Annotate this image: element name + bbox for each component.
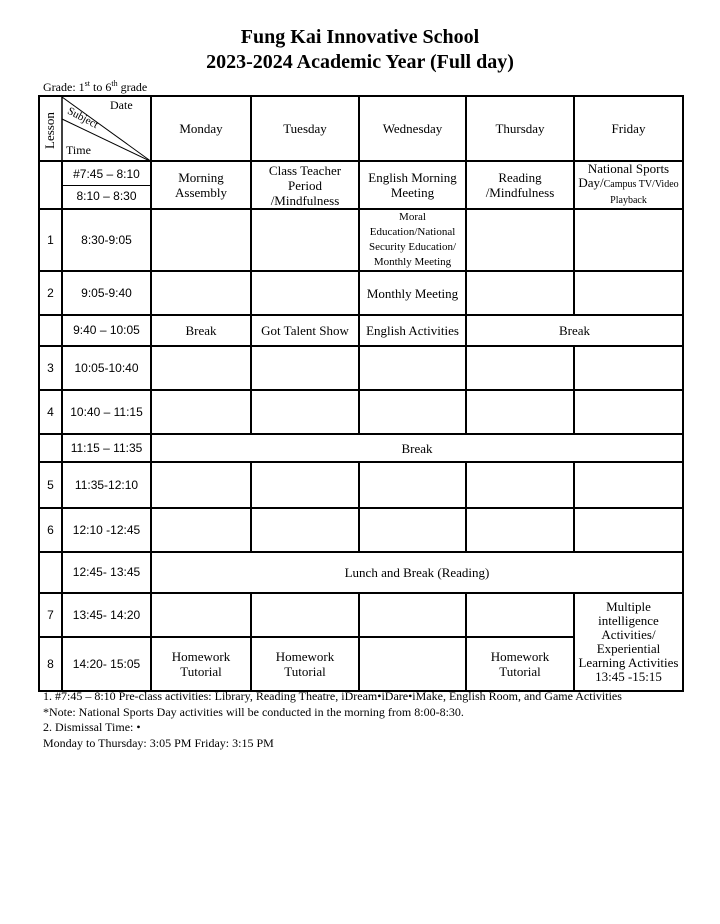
lesson-2-wednesday: Monthly Meeting <box>359 271 466 315</box>
cell-empty <box>574 462 683 508</box>
cell-empty <box>466 271 574 315</box>
break-monday: Break <box>151 315 251 346</box>
lunch-and-break: Lunch and Break (Reading) <box>151 552 683 593</box>
multiple-intelligence-activities: Multiple intelligence Activities/ Experiential Learning Activities 13:45 -15:15 <box>574 593 683 691</box>
note-sports-day: *Note: National Sports Day activities will be conducted in the morning from 8:00-8:30. <box>43 704 464 719</box>
lesson-time: 13:45- 14:20 <box>62 593 151 637</box>
cell-empty <box>359 593 466 637</box>
cell-empty <box>359 462 466 508</box>
cell-empty <box>151 508 251 552</box>
day-monday: Monday <box>151 96 251 161</box>
cell-empty <box>151 346 251 390</box>
lesson-time: 10:40 – 11:15 <box>62 390 151 434</box>
homework-tutorial-monday: Homework Tutorial <box>151 637 251 691</box>
lesson-row-5 <box>39 462 683 508</box>
cell-empty <box>359 346 466 390</box>
lesson-time: 9:05-9:40 <box>62 271 151 315</box>
break-thursday-friday: Break <box>466 315 683 346</box>
date-label: Date <box>110 98 133 112</box>
cell-empty <box>151 209 251 271</box>
lesson-number <box>39 434 62 462</box>
note-dismissal-times: Monday to Thursday: 3:05 PM Friday: 3:15 PM <box>43 735 274 750</box>
lesson-number <box>39 315 62 346</box>
cell-empty <box>151 462 251 508</box>
cell-empty <box>251 462 359 508</box>
lunch-row <box>39 552 683 593</box>
day-friday: Friday <box>574 96 683 161</box>
break-row-2 <box>39 434 683 462</box>
timetable <box>38 95 684 692</box>
lesson-time: 12:10 -12:45 <box>62 508 151 552</box>
cell-empty <box>466 593 574 637</box>
cell-empty <box>251 346 359 390</box>
lesson-row-6 <box>39 508 683 552</box>
time-label: Time <box>66 143 91 157</box>
cell-empty <box>574 209 683 271</box>
preclass-friday-line2: Campus TV/Video Playback <box>603 179 679 206</box>
cell-empty <box>466 346 574 390</box>
homework-tutorial-tuesday: Homework Tutorial <box>251 637 359 691</box>
lesson-number: 2 <box>39 271 62 315</box>
lesson-number: 1 <box>39 209 62 271</box>
grade-range: Grade: 1st to 6th grade <box>43 79 148 94</box>
note-preclass-activities: 1. #7:45 – 8:10 Pre-class activities: Library, Reading Theatre, iDream•iDare•iMake, English Room, and Game Activities <box>43 689 622 703</box>
lesson-number: 8 <box>39 637 62 691</box>
preclass-friday <box>574 161 683 209</box>
break-row-1 <box>39 315 683 346</box>
preclass-wednesday: English Morning Meeting <box>359 161 466 209</box>
preclass-tuesday: Class Teacher Period /Mindfulness <box>251 161 359 209</box>
lesson-row-2 <box>39 271 683 315</box>
lesson-time: 10:05-10:40 <box>62 346 151 390</box>
preclass-monday: Morning Assembly <box>151 161 251 209</box>
preclass-friday-line1: National Sports Day/ <box>578 161 670 190</box>
cell-empty <box>251 390 359 434</box>
lesson-label: Lesson <box>42 112 57 150</box>
cell-empty <box>251 593 359 637</box>
lesson-number: 3 <box>39 346 62 390</box>
corner-header-cell <box>39 96 151 161</box>
homework-tutorial-thursday: Homework Tutorial <box>466 637 574 691</box>
cell-empty <box>574 390 683 434</box>
lesson-number: 4 <box>39 390 62 434</box>
lesson-number: 6 <box>39 508 62 552</box>
cell-empty <box>466 508 574 552</box>
preclass-time-2: 8:10 – 8:30 <box>76 188 137 203</box>
cell-empty <box>251 271 359 315</box>
academic-year-title: 2023-2024 Academic Year (Full day) <box>206 51 514 73</box>
day-thursday: Thursday <box>466 96 574 161</box>
cell-empty <box>251 508 359 552</box>
lesson-time: 11:35-12:10 <box>62 462 151 508</box>
day-tuesday: Tuesday <box>251 96 359 161</box>
lesson-1-wednesday: Moral Education/National Security Education/ Monthly Meeting <box>359 209 466 271</box>
lesson-time: 14:20- 15:05 <box>62 637 151 691</box>
cell-empty <box>151 390 251 434</box>
cell-empty <box>359 390 466 434</box>
preclass-time-cell <box>62 161 151 209</box>
footnotes <box>43 689 673 751</box>
subject-label: Subject <box>65 105 101 132</box>
lesson-row-1 <box>39 209 683 271</box>
note-dismissal-heading: 2. Dismissal Time: • <box>43 720 141 734</box>
cell-empty <box>359 637 466 691</box>
lunch-time: 12:45- 13:45 <box>62 552 151 593</box>
cell-empty <box>574 346 683 390</box>
cell-empty <box>466 209 574 271</box>
preclass-row <box>39 161 683 209</box>
cell-empty <box>151 593 251 637</box>
lesson-time: 8:30-9:05 <box>62 209 151 271</box>
lesson-row-4 <box>39 390 683 434</box>
lesson-row-3 <box>39 346 683 390</box>
header-row <box>39 96 683 161</box>
lesson-number: 7 <box>39 593 62 637</box>
english-activities: English Activities <box>359 315 466 346</box>
break-all-days: Break <box>151 434 683 462</box>
cell-empty <box>574 271 683 315</box>
cell-empty <box>151 271 251 315</box>
preclass-time-1: #7:45 – 8:10 <box>63 164 150 186</box>
got-talent-show: Got Talent Show <box>251 315 359 346</box>
break-time: 9:40 – 10:05 <box>62 315 151 346</box>
cell-empty <box>466 390 574 434</box>
lesson-number: 5 <box>39 462 62 508</box>
cell-empty <box>251 209 359 271</box>
preclass-thursday: Reading /Mindfulness <box>466 161 574 209</box>
cell-empty <box>466 462 574 508</box>
lesson-row-7 <box>39 593 683 637</box>
lesson-number <box>39 552 62 593</box>
break-time: 11:15 – 11:35 <box>62 434 151 462</box>
lesson-number <box>39 161 62 209</box>
school-title: Fung Kai Innovative School <box>240 26 480 48</box>
day-wednesday: Wednesday <box>359 96 466 161</box>
cell-empty <box>574 508 683 552</box>
cell-empty <box>359 508 466 552</box>
